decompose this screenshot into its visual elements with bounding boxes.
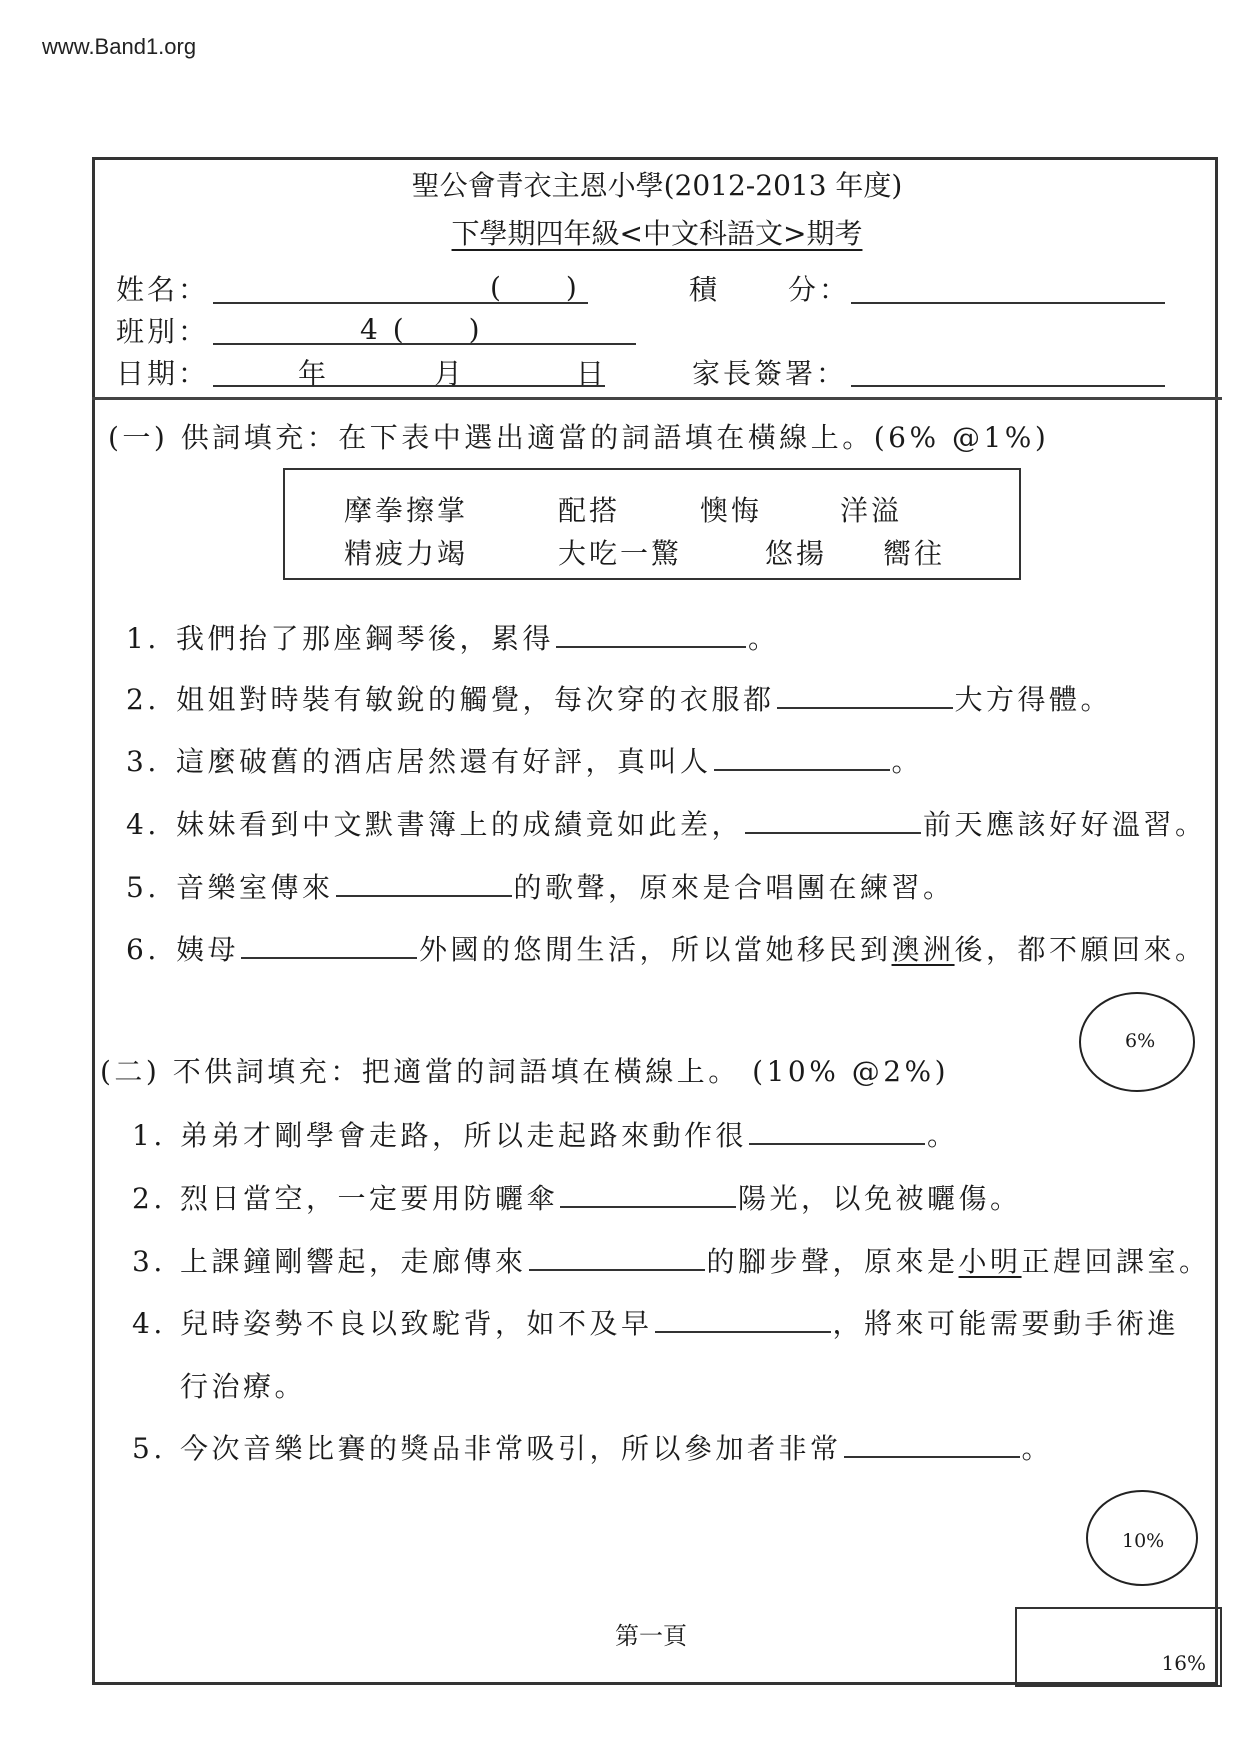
question-number: 1. <box>126 622 160 655</box>
section1-score-circle <box>1079 992 1195 1092</box>
answer-blank[interactable] <box>777 681 953 709</box>
question-text: 正趕回課室。 <box>1021 1245 1211 1278</box>
score-field[interactable] <box>851 302 1165 304</box>
question-text: 外國的悠閒生活，所以當她移民到 <box>419 933 892 966</box>
answer-blank[interactable] <box>655 1305 831 1333</box>
class-number-paren: ( ) <box>490 271 580 304</box>
score-label-2: 分： <box>788 273 851 306</box>
word-bank-item: 摩拳擦掌 <box>344 494 469 527</box>
question-item <box>132 1427 1053 1467</box>
name-label: 姓名： <box>116 273 210 306</box>
answer-blank[interactable] <box>714 743 890 771</box>
question-text: 行治療。 <box>180 1370 307 1403</box>
question-item <box>126 803 1207 843</box>
section2-score: 10% <box>1122 1530 1165 1552</box>
date-year: 年 <box>298 357 330 390</box>
question-text: 的歌聲，原來是合唱團在練習。 <box>513 871 955 904</box>
question-text: 。 <box>748 622 780 655</box>
class-label: 班別： <box>116 315 210 348</box>
question-text: 姨母 <box>176 933 240 966</box>
question-item <box>126 617 780 657</box>
question-text: 。 <box>1021 1432 1054 1465</box>
proper-noun: 小明 <box>958 1245 1022 1278</box>
question-item <box>132 1114 959 1154</box>
class-value: 4 ( ) <box>360 313 483 346</box>
question-item <box>132 1302 1179 1342</box>
answer-blank[interactable] <box>556 620 746 648</box>
question-text: 。 <box>891 745 924 778</box>
question-number: 5. <box>132 1432 166 1465</box>
question-item <box>126 740 923 780</box>
question-number: 6. <box>126 933 160 966</box>
question-text: 前天應該好好溫習。 <box>923 808 1207 841</box>
date-label: 日期： <box>116 357 210 390</box>
word-bank-item: 精疲力竭 <box>344 537 469 570</box>
answer-blank[interactable] <box>529 1243 705 1271</box>
question-number: 4. <box>126 808 160 841</box>
answer-blank[interactable] <box>745 806 921 834</box>
section1-heading: (一) 供詞填充：在下表中選出適當的詞語填在橫線上。(6% @1%) <box>108 421 1050 454</box>
section1-score: 6% <box>1125 1030 1156 1052</box>
question-number: 1. <box>132 1119 166 1152</box>
question-text: 。 <box>927 1119 959 1152</box>
total-score: 16% <box>1161 1651 1206 1675</box>
date-month: 月 <box>434 357 466 390</box>
question-item <box>126 678 1112 718</box>
question-text: 今次音樂比賽的獎品非常吸引，所以參加者非常 <box>180 1432 842 1465</box>
question-text: 的腳步聲，原來是 <box>706 1245 959 1278</box>
question-text: 姐姐對時裝有敏銳的觸覺，每次穿的衣服都 <box>176 683 775 716</box>
section2-score-circle <box>1086 1490 1198 1586</box>
parent-signature-label: 家長簽署： <box>692 357 848 390</box>
question-number: 3. <box>132 1245 166 1278</box>
date-day: 日 <box>576 357 608 390</box>
word-bank-item: 懊悔 <box>700 494 763 527</box>
section2-heading: (二) 不供詞填充：把適當的詞語填在橫線上。 (10% @2%) <box>100 1055 950 1088</box>
score-label-1: 積 <box>689 273 721 306</box>
question-number: 2. <box>126 683 160 716</box>
question-text: 這麼破舊的酒店居然還有好評，真叫人 <box>176 745 712 778</box>
question-text: ，將來可能需要動手術進 <box>832 1307 1180 1340</box>
word-bank-item: 大吃一驚 <box>558 537 683 570</box>
parent-signature-field[interactable] <box>851 385 1165 387</box>
question-text: 大方得體。 <box>954 683 1113 716</box>
exam-title: 下學期四年級<中文科語文>期考 <box>451 217 863 250</box>
header-divider <box>92 397 1222 400</box>
question-text: 音樂室傳來 <box>176 871 334 904</box>
date-field[interactable] <box>213 385 605 387</box>
question-item <box>132 1240 1211 1280</box>
school-title: 聖公會青衣主恩小學(2012-2013 年度) <box>411 169 903 202</box>
question-text: 後，都不願回來。 <box>954 933 1207 966</box>
question-number: 2. <box>132 1182 166 1215</box>
question-text: 陽光，以免被曬傷。 <box>738 1182 1022 1215</box>
question-number: 4. <box>132 1307 166 1340</box>
word-bank-item: 洋溢 <box>840 494 903 527</box>
question-text: 妹妹看到中文默書簿上的成績竟如此差， <box>176 808 744 841</box>
question-text: 我們抬了那座鋼琴後，累得 <box>176 622 555 655</box>
word-bank-item: 配搭 <box>558 494 621 527</box>
question-text: 兒時姿勢不良以致駝背，如不及早 <box>180 1307 653 1340</box>
answer-blank[interactable] <box>336 869 512 897</box>
question-item <box>132 1365 306 1405</box>
word-bank-item: 悠揚 <box>765 537 828 570</box>
question-text: 上課鐘剛響起，走廊傳來 <box>180 1245 527 1278</box>
question-item <box>126 866 955 906</box>
page-number: 第一頁 <box>615 1622 687 1650</box>
total-score-box <box>1015 1607 1222 1687</box>
word-bank-item: 嚮往 <box>883 537 946 570</box>
answer-blank[interactable] <box>560 1180 736 1208</box>
answer-blank[interactable] <box>844 1430 1020 1458</box>
answer-blank[interactable] <box>749 1117 925 1145</box>
question-number: 3. <box>126 745 160 778</box>
question-text: 弟弟才剛學會走路，所以走起路來動作很 <box>180 1119 748 1152</box>
proper-noun: 澳洲 <box>891 933 955 966</box>
question-item <box>132 1177 1022 1217</box>
question-item <box>126 928 1207 968</box>
answer-blank[interactable] <box>241 931 417 959</box>
question-number: 5. <box>126 871 160 904</box>
question-text: 烈日當空，一定要用防曬傘 <box>180 1182 559 1215</box>
watermark-url: www.Band1.org <box>42 34 197 59</box>
